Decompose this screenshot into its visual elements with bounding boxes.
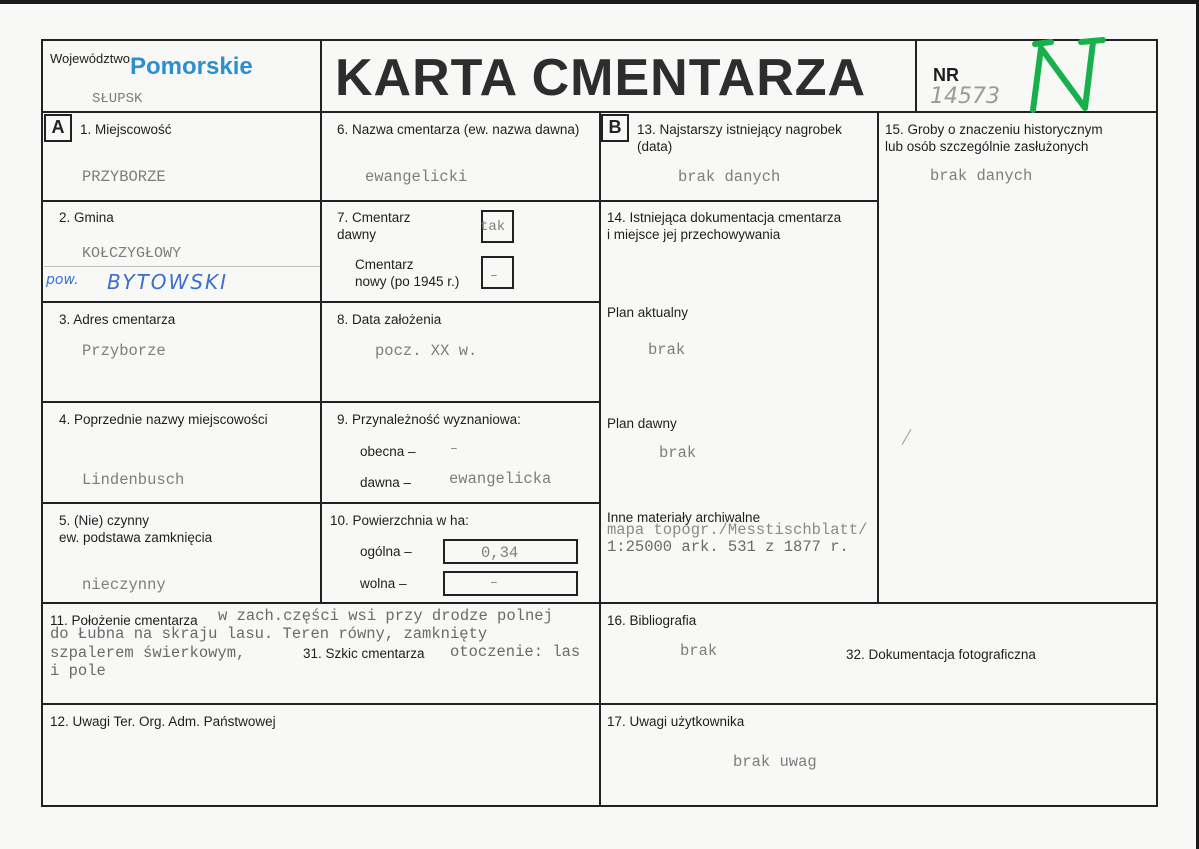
plan-old-value: brak: [659, 444, 697, 462]
other-archives-label: Inne materiały archiwalne: [607, 510, 761, 525]
section-a-badge: A: [44, 114, 72, 142]
plan-old-label: Plan dawny: [607, 416, 677, 431]
field-7-new-value: –: [490, 268, 498, 283]
field-6-label: 6. Nazwa cmentarza (ew. nazwa dawna): [337, 122, 580, 137]
field-7-label-old: 7. Cmentarz dawny: [337, 210, 411, 242]
field-9-former-label: dawna –: [360, 475, 412, 490]
field-11-value-line2: do Łubna na skraju lasu. Teren równy, zamknięty: [50, 625, 488, 643]
field-3-value: Przyborze: [82, 342, 166, 360]
field-17-label: 17. Uwagi użytkownika: [607, 714, 745, 729]
plan-current-value: brak: [648, 341, 686, 359]
gmina-underline: [44, 266, 320, 267]
field-7-label-new: Cmentarz nowy (po 1945 r.): [355, 257, 460, 289]
field-9-current-label: obecna –: [360, 444, 416, 459]
field-5-label: 5. (Nie) czynny ew. podstawa zamknięcia: [59, 513, 213, 545]
field-2-label: 2. Gmina: [59, 210, 114, 225]
field-15-value: brak danych: [930, 167, 1033, 185]
field-16-label: 16. Bibliografia: [607, 613, 697, 628]
field-11-value-line3b: otoczenie: las: [450, 643, 581, 661]
field-4-value: Lindenbusch: [82, 471, 185, 489]
field-2-hand-value: BYTOWSKI: [107, 270, 229, 294]
former-region: SŁUPSK: [92, 91, 143, 107]
wojewodztwo-label: Województwo: [50, 51, 130, 66]
field-11-value-line4: i pole: [50, 662, 106, 680]
field-10-total-value: 0,34: [481, 544, 519, 562]
field-17-value: brak uwag: [733, 753, 817, 771]
field-5-value: nieczynny: [82, 576, 166, 594]
field-16-value: brak: [680, 642, 718, 660]
field-10-free-value: –: [490, 575, 498, 590]
page-title: KARTA CMENTARZA: [335, 49, 867, 107]
nr-label: NR: [933, 65, 959, 85]
field-2-hand-prefix: pow.: [46, 272, 79, 288]
scan-edge-top: [0, 0, 1199, 4]
rule-row1: [41, 200, 878, 202]
field-10-free-label: wolna –: [360, 576, 407, 591]
field-14-label: 14. Istniejąca dokumentacja cmentarza i miejsce jej przechowywania: [607, 210, 842, 242]
plan-current-label: Plan aktualny: [607, 305, 689, 320]
field-15-label: 15. Groby o znaczeniu historycznym lub osób szczególnie zasłużonych: [885, 122, 1103, 154]
field-13-value: brak danych: [678, 168, 781, 186]
field-31-label: 31. Szkic cmentarza: [303, 646, 425, 661]
field-4-label: 4. Poprzednie nazwy miejscowości: [59, 412, 268, 427]
other-archives-value-line2: 1:25000 ark. 531 z 1877 r.: [607, 538, 849, 556]
field-10-label: 10. Powierzchnia w ha:: [330, 513, 469, 528]
rule-col1: [320, 39, 322, 604]
rule-col3: [877, 111, 879, 604]
field-10-free-box: [443, 571, 578, 596]
field-9-current-value: –: [450, 441, 458, 456]
field-1-value: PRZYBORZE: [82, 168, 166, 186]
nr-value: 14573: [930, 84, 1000, 109]
field-8-label: 8. Data założenia: [337, 312, 442, 327]
field-12-label: 12. Uwagi Ter. Org. Adm. Państwowej: [50, 714, 276, 729]
section-b-badge: B: [601, 114, 629, 142]
field-3-label: 3. Adres cmentarza: [59, 312, 176, 327]
field-11-label: 11. Położenie cmentarza: [50, 613, 198, 628]
field-8-value: pocz. XX w.: [375, 342, 478, 360]
wojewodztwo-stamp: Pomorskie: [130, 53, 253, 80]
field-7-old-value: tak: [480, 219, 506, 235]
field-32-label: 32. Dokumentacja fotograficzna: [846, 647, 1036, 662]
field-10-total-label: ogólna –: [360, 544, 412, 559]
field-9-former-value: ewangelicka: [449, 470, 552, 488]
rule-col2: [599, 111, 601, 807]
field-13-label: 13. Najstarszy istniejący nagrobek (data): [637, 122, 842, 154]
field-1-label: 1. Miejscowość: [80, 122, 172, 137]
field-11-value-line3: szpalerem świerkowym,: [50, 644, 246, 662]
field-2-value: KOŁCZYGŁOWY: [82, 245, 182, 262]
other-archives-value-line1: mapa topogr./Messtischblatt/: [607, 521, 868, 539]
green-n-mark: [1015, 36, 1110, 116]
rule-nr-divider: [915, 39, 917, 113]
field-6-value: ewangelicki: [365, 168, 468, 186]
field-11-value-line1: w zach.części wsi przy drodze polnej: [218, 607, 553, 625]
field-9-label: 9. Przynależność wyznaniowa:: [337, 412, 521, 427]
